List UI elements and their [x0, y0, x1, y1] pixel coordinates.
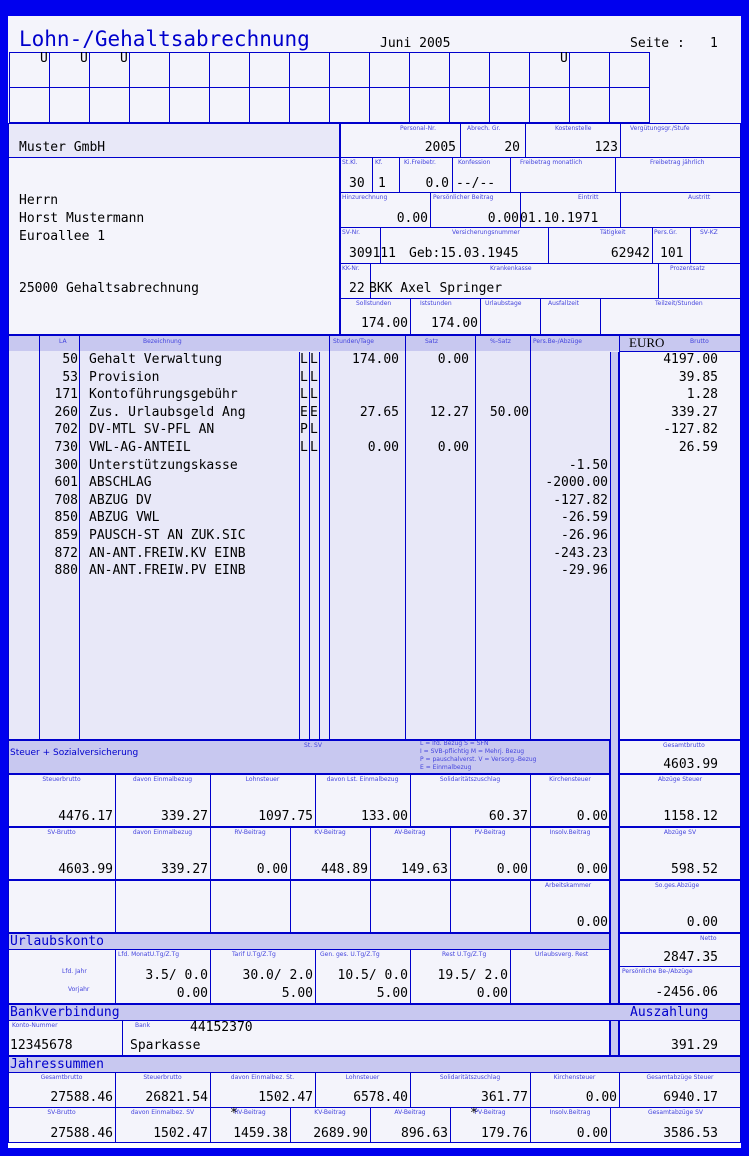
row-la: 53 [62, 369, 78, 385]
urlaub-title: Urlaubskonto [10, 934, 104, 949]
jahr-value: 27588.46 [50, 1090, 113, 1105]
urlaub-lfd-value: 19.5/ 2.0 [437, 968, 508, 983]
col-stunden-label: Stunden/Tage [333, 338, 374, 345]
bank-title: Bankverbindung [10, 1005, 120, 1020]
row-satz: 0.00 [437, 352, 469, 367]
steuer-value: 60.37 [488, 809, 528, 824]
period: Juni 2005 [380, 36, 451, 51]
urlaub-vorjahr-value: 5.00 [281, 986, 313, 1001]
row-la: 702 [54, 422, 78, 438]
konfession: --/-- [456, 176, 496, 191]
kf-label: Kf. [375, 159, 383, 166]
sv-value: 149.63 [401, 862, 448, 877]
sv-value: 0.00 [496, 862, 528, 877]
kk-nr-label: KK-Nr. [342, 265, 360, 272]
row-key1: E [300, 404, 308, 420]
jahr-label: davon Einmalbez. SV [130, 1109, 195, 1116]
urlaub-lfd-value: 10.5/ 0.0 [337, 968, 408, 983]
urlaub-vorjahr-value: 0.00 [476, 986, 508, 1001]
col-la-label: LA [59, 338, 67, 345]
row-name: AN-ANT.FREIW.PV EINB [89, 563, 246, 579]
grid-mark: U [40, 51, 48, 66]
row-la: 730 [54, 440, 78, 455]
urlaub-col-label: Lfd. MonatU.Tg/Z.Tg [118, 951, 180, 958]
jahr-label: Gesamtabzüge SV [647, 1109, 704, 1116]
freibetrag-m-label: Freibetrag monatlich [520, 159, 583, 166]
legend-line: E = Einmalbezug [420, 764, 472, 771]
sv-label: davon Einmalbezug [132, 829, 193, 836]
row-name: Gehalt Verwaltung [89, 352, 223, 367]
freibetrag-j-label: Freibetrag jährlich [650, 159, 705, 166]
sv-label: AV-Beitrag [394, 829, 426, 836]
row-key2: L [310, 352, 318, 367]
steuer-label: davon Einmalbezug [132, 776, 193, 783]
currency-label: EURO [629, 335, 665, 350]
bank-label: Bank [135, 1022, 151, 1029]
bank-name: Sparkasse [130, 1038, 201, 1053]
iststunden: 174.00 [431, 316, 478, 331]
legend-line: P = pauschalverst. V = Versorg.-Bezug [420, 756, 537, 763]
jahr-value: 361.77 [481, 1090, 528, 1105]
konto-nummer: 12345678 [10, 1038, 73, 1053]
row-la: 872 [54, 545, 78, 561]
urlaub-col-label: Urlaubsverg. Rest [535, 951, 589, 958]
eintritt-label: Eintritt [578, 194, 599, 201]
row-la: 850 [54, 510, 78, 526]
jahr-label: Solidaritätszuschlag [439, 1074, 501, 1081]
jahr-value: 27588.46 [50, 1126, 113, 1141]
row-brutto: 1.28 [686, 387, 718, 403]
jahr-value: 6940.17 [663, 1090, 718, 1105]
gesamtbrutto: 4603.99 [663, 757, 718, 772]
steuer-value: 133.00 [361, 809, 408, 824]
pers-beitr-label: Persönlicher Beitrag [433, 194, 494, 201]
sv-value: 4603.99 [58, 862, 113, 877]
row-abzug: -26.96 [561, 528, 608, 543]
row-la: 708 [54, 492, 78, 508]
jahr-value: 26821.54 [145, 1090, 208, 1105]
jahr-value: 0.00 [576, 1126, 608, 1141]
konfession-label: Konfession [458, 159, 491, 166]
sozges-label: So.ges.Abzüge [655, 882, 700, 889]
pers-abzuege: -2456.06 [655, 985, 718, 1000]
urlaub-lfd-value: 30.0/ 2.0 [242, 968, 313, 983]
sv-label: KV-Beitrag [314, 829, 346, 836]
urlaubstage-label: Urlaubstage [485, 300, 522, 307]
jahr-value: 3586.53 [663, 1126, 718, 1141]
row-la: 300 [54, 457, 78, 473]
row-brutto: 39.85 [678, 369, 718, 385]
row-key2: L [310, 422, 318, 438]
recipient-salutation: Herrn [19, 193, 59, 208]
pers-abzuege-label: Persönliche Be-/Abzüge [622, 968, 693, 975]
row-satz: 12.27 [429, 404, 469, 420]
row-abzug: -1.50 [568, 457, 608, 473]
jahr-label: Insolv.Beitrag [549, 1109, 591, 1116]
page-label: Seite : [630, 36, 685, 51]
row-key1: P [300, 422, 308, 438]
versicherungsnummer-label: Versicherungsnummer [452, 229, 520, 236]
jahr-label: Steuerbrutto [143, 1074, 182, 1081]
vorjahr-label: Vorjahr [68, 986, 90, 993]
col-satz-label: Satz [425, 338, 438, 345]
kostenstelle-label: Kostenstelle [555, 125, 592, 132]
jahr-value: 6578.40 [353, 1090, 408, 1105]
urlaub-col-label: Rest U.Tg/Z.Tg [442, 951, 487, 958]
sv-label: PV-Beitrag [474, 829, 506, 836]
kk-nr: 22 [349, 281, 365, 296]
steuer-label: davon Lst. Einmalbezug [326, 776, 399, 783]
jahr-label: RV-Beitrag [234, 1109, 266, 1116]
sv-value: 448.89 [321, 862, 368, 877]
row-abzug: -29.96 [561, 563, 608, 579]
lfd-jahr-label: Lfd. Jahr [62, 968, 87, 975]
hinzurech-label: Hinzurechnung [342, 194, 388, 201]
steuer-label: Lohnsteuer [245, 776, 280, 783]
gesamtbrutto-label: Gesamtbrutto [663, 742, 705, 749]
row-prozent: 50.00 [489, 404, 529, 420]
netto: 2847.35 [663, 950, 718, 965]
row-name: Kontoführungsgebühr [89, 387, 238, 403]
grid-mark: U [120, 51, 128, 66]
jahr-title: Jahressummen [10, 1057, 104, 1072]
jahr-value: 1502.47 [153, 1126, 208, 1141]
krankenkasse-label: Krankenkasse [490, 265, 532, 272]
jahr-label: AV-Beitrag [394, 1109, 426, 1116]
legend-line: I = SVB-pflichtig M = Mehrj. Bezug [420, 748, 525, 755]
sv-value: 339.27 [161, 862, 208, 877]
recipient-city: 25000 Gehaltsabrechnung [19, 281, 200, 296]
row-la: 601 [54, 475, 78, 491]
jahr-value: 179.76 [481, 1126, 528, 1141]
urlaub-vorjahr-value: 5.00 [376, 986, 408, 1001]
st-kl: 30 [349, 176, 365, 191]
arbeitskammer-label: Arbeitskammer [545, 882, 592, 889]
ki-freib: 0.0 [425, 176, 449, 191]
jahr-value: 1502.47 [258, 1090, 313, 1105]
row-abzug: -2000.00 [545, 475, 608, 491]
sollstunden-label: Sollstunden [356, 300, 392, 307]
grid-mark: U [560, 51, 568, 66]
jahr-value: 2689.90 [313, 1126, 368, 1141]
urlaub-col-label: Tarif U.Tg/Z.Tg [232, 951, 276, 958]
company-name: Muster GmbH [19, 140, 106, 155]
row-key2: L [310, 387, 318, 403]
steuer-value: 1097.75 [258, 809, 313, 824]
pers-gr-label: Pers.Gr. [654, 229, 678, 236]
jahr-label: Lohnsteuer [345, 1074, 380, 1081]
steuer-label: Kirchensteuer [549, 776, 591, 783]
jahr-label: davon Einmalbez. St. [230, 1074, 295, 1081]
sv-nr-label: SV-Nr. [342, 229, 361, 236]
row-name: Zus. Urlaubsgeld Ang [89, 404, 246, 420]
auszahlung: 391.29 [671, 1038, 718, 1053]
row-name: Provision [89, 369, 160, 385]
steuer-title: Steuer + Sozialversicherung [10, 748, 139, 758]
row-la: 880 [54, 563, 78, 579]
row-name: ABZUG VWL [89, 510, 160, 526]
steuer-value: 1158.12 [663, 809, 718, 824]
sozges: 0.00 [686, 915, 718, 930]
row-name: VWL-AG-ANTEIL [89, 440, 191, 455]
eintritt: 01.10.1971 [520, 211, 599, 226]
steuer-value: 0.00 [576, 809, 608, 824]
row-name: ABZUG DV [89, 492, 152, 508]
row-brutto: -127.82 [663, 422, 718, 438]
urlaub-lfd-value: 3.5/ 0.0 [145, 968, 208, 983]
iststunden-label: Iststunden [420, 300, 452, 307]
jahr-value: 1459.38 [233, 1126, 288, 1141]
ausfall-label: Ausfallzeit [548, 300, 580, 307]
hinzurech: 0.00 [396, 211, 428, 226]
recipient-name: Horst Mustermann [19, 211, 145, 226]
copyright-footer: Copyright by EXACT Software Deutschland, Nachdruck verboten. [9, 1145, 269, 1154]
verg-gr-label: Vergütungsgr./Stufe [630, 125, 690, 132]
row-stunden: 27.65 [359, 404, 399, 420]
jahr-label: Kirchensteuer [553, 1074, 596, 1081]
teilzeit-label: Teilzeit/Stunden [655, 300, 703, 307]
ki-freib-label: Ki.Freibetr. [404, 159, 436, 166]
row-abzug: -127.82 [553, 492, 608, 508]
sv-prefix: 309111 [349, 246, 396, 261]
row-la: 171 [54, 387, 78, 403]
row-key1: L [300, 440, 308, 455]
sv-value: 0.00 [256, 862, 288, 877]
st-kl-label: St.Kl. [342, 159, 358, 166]
urlaub-vorjahr-value: 0.00 [176, 986, 208, 1001]
page-number: 1 [710, 36, 718, 51]
row-satz: 0.00 [437, 440, 469, 455]
page-title: Lohn-/Gehaltsabrechnung [19, 27, 310, 51]
jahr-label: Gesamtabzüge Steuer [646, 1074, 714, 1081]
col-prozent-label: %-Satz [490, 338, 511, 345]
steuer-value: 4476.17 [58, 809, 113, 824]
steuer-label: Abzüge Steuer [657, 776, 703, 783]
col-brutto-label: Brutto [690, 338, 709, 345]
taetigkeit-label: Tätigkeit [600, 229, 626, 236]
austritt-label: Austritt [688, 194, 711, 201]
blz: 44152370 [190, 1020, 253, 1035]
row-brutto: 339.27 [671, 404, 718, 420]
row-key2: L [310, 440, 318, 455]
pers-nr-label: Personal-Nr. [400, 125, 436, 132]
col-bezeichnung-label: Bezeichnung [143, 338, 182, 345]
abrech-gr: 20 [504, 140, 520, 155]
row-name: DV-MTL SV-PFL AN [89, 422, 215, 438]
kostenstelle: 123 [594, 140, 618, 155]
abrechnungsjahr: 2005 [424, 140, 456, 155]
row-abzug: -26.59 [561, 510, 608, 526]
row-key1: L [300, 352, 308, 367]
pers-beitr: 0.00 [487, 211, 519, 226]
row-stunden: 0.00 [367, 440, 399, 455]
sollstunden: 174.00 [361, 316, 408, 331]
row-key1: L [300, 369, 308, 385]
sv-label: Abzüge SV [663, 829, 697, 836]
kf: 1 [378, 176, 386, 191]
urlaub-col-label: Gen. ges. U.Tg/Z.Tg [320, 951, 380, 958]
sv-label: Insolv.Beitrag [549, 829, 591, 836]
taetigkeit: 62942 [610, 246, 650, 261]
steuer-value: 339.27 [161, 809, 208, 824]
jahr-label: SV-Brutto [47, 1109, 76, 1116]
jahr-label: PV-Beitrag [474, 1109, 506, 1116]
sv-value: 598.52 [671, 862, 718, 877]
jahr-label: Gesamtbrutto [40, 1074, 83, 1081]
row-key2: E [310, 404, 318, 420]
row-key2: L [310, 369, 318, 385]
steuer-label: Solidaritätszuschlag [439, 776, 501, 783]
geburtsdatum: Geb:15.03.1945 [409, 246, 519, 261]
prozentsatz-label: Prozentsatz [670, 265, 705, 272]
pers-gr: 101 [660, 246, 684, 261]
sv-label: SV-Brutto [47, 829, 76, 836]
row-la: 859 [54, 528, 78, 543]
star-mark: * [230, 1106, 238, 1121]
jahr-value: 896.63 [401, 1126, 448, 1141]
row-key1: L [300, 387, 308, 403]
st-sv-label: St. SV [304, 742, 322, 749]
row-brutto: 4197.00 [663, 352, 718, 367]
legend-line: L = lfd. Bezug S = SFN [420, 740, 489, 747]
row-brutto: 26.59 [678, 440, 718, 455]
sv-value: 0.00 [576, 862, 608, 877]
row-name: AN-ANT.FREIW.KV EINB [89, 545, 246, 561]
auszahlung-title: Auszahlung [630, 1005, 709, 1020]
row-abzug: -243.23 [553, 545, 608, 561]
row-la: 260 [54, 404, 78, 420]
sv-kz-label: SV-KZ [700, 229, 718, 236]
row-la: 50 [62, 352, 78, 367]
krankenkasse: BKK Axel Springer [369, 281, 503, 296]
jahr-value: 0.00 [585, 1090, 617, 1105]
sv-label: RV-Beitrag [234, 829, 266, 836]
grid-mark: U [80, 51, 88, 66]
row-name: PAUSCH-ST AN ZUK.SIC [89, 528, 246, 543]
steuer-label: Steuerbrutto [42, 776, 81, 783]
netto-label: Netto [700, 935, 717, 942]
jahr-label: KV-Beitrag [314, 1109, 346, 1116]
row-name: Unterstützungskasse [89, 457, 238, 473]
row-name: ABSCHLAG [89, 475, 152, 491]
abrech-gr-label: Abrech. Gr. [467, 125, 501, 132]
recipient-street: Euroallee 1 [19, 229, 106, 244]
row-stunden: 174.00 [352, 352, 399, 367]
col-pers-be-label: Pers.Be-/Abzüge [533, 338, 582, 345]
star-mark: * [470, 1106, 478, 1121]
konto-label: Konto-Nummer [12, 1022, 58, 1029]
arbeitskammer: 0.00 [576, 915, 608, 930]
